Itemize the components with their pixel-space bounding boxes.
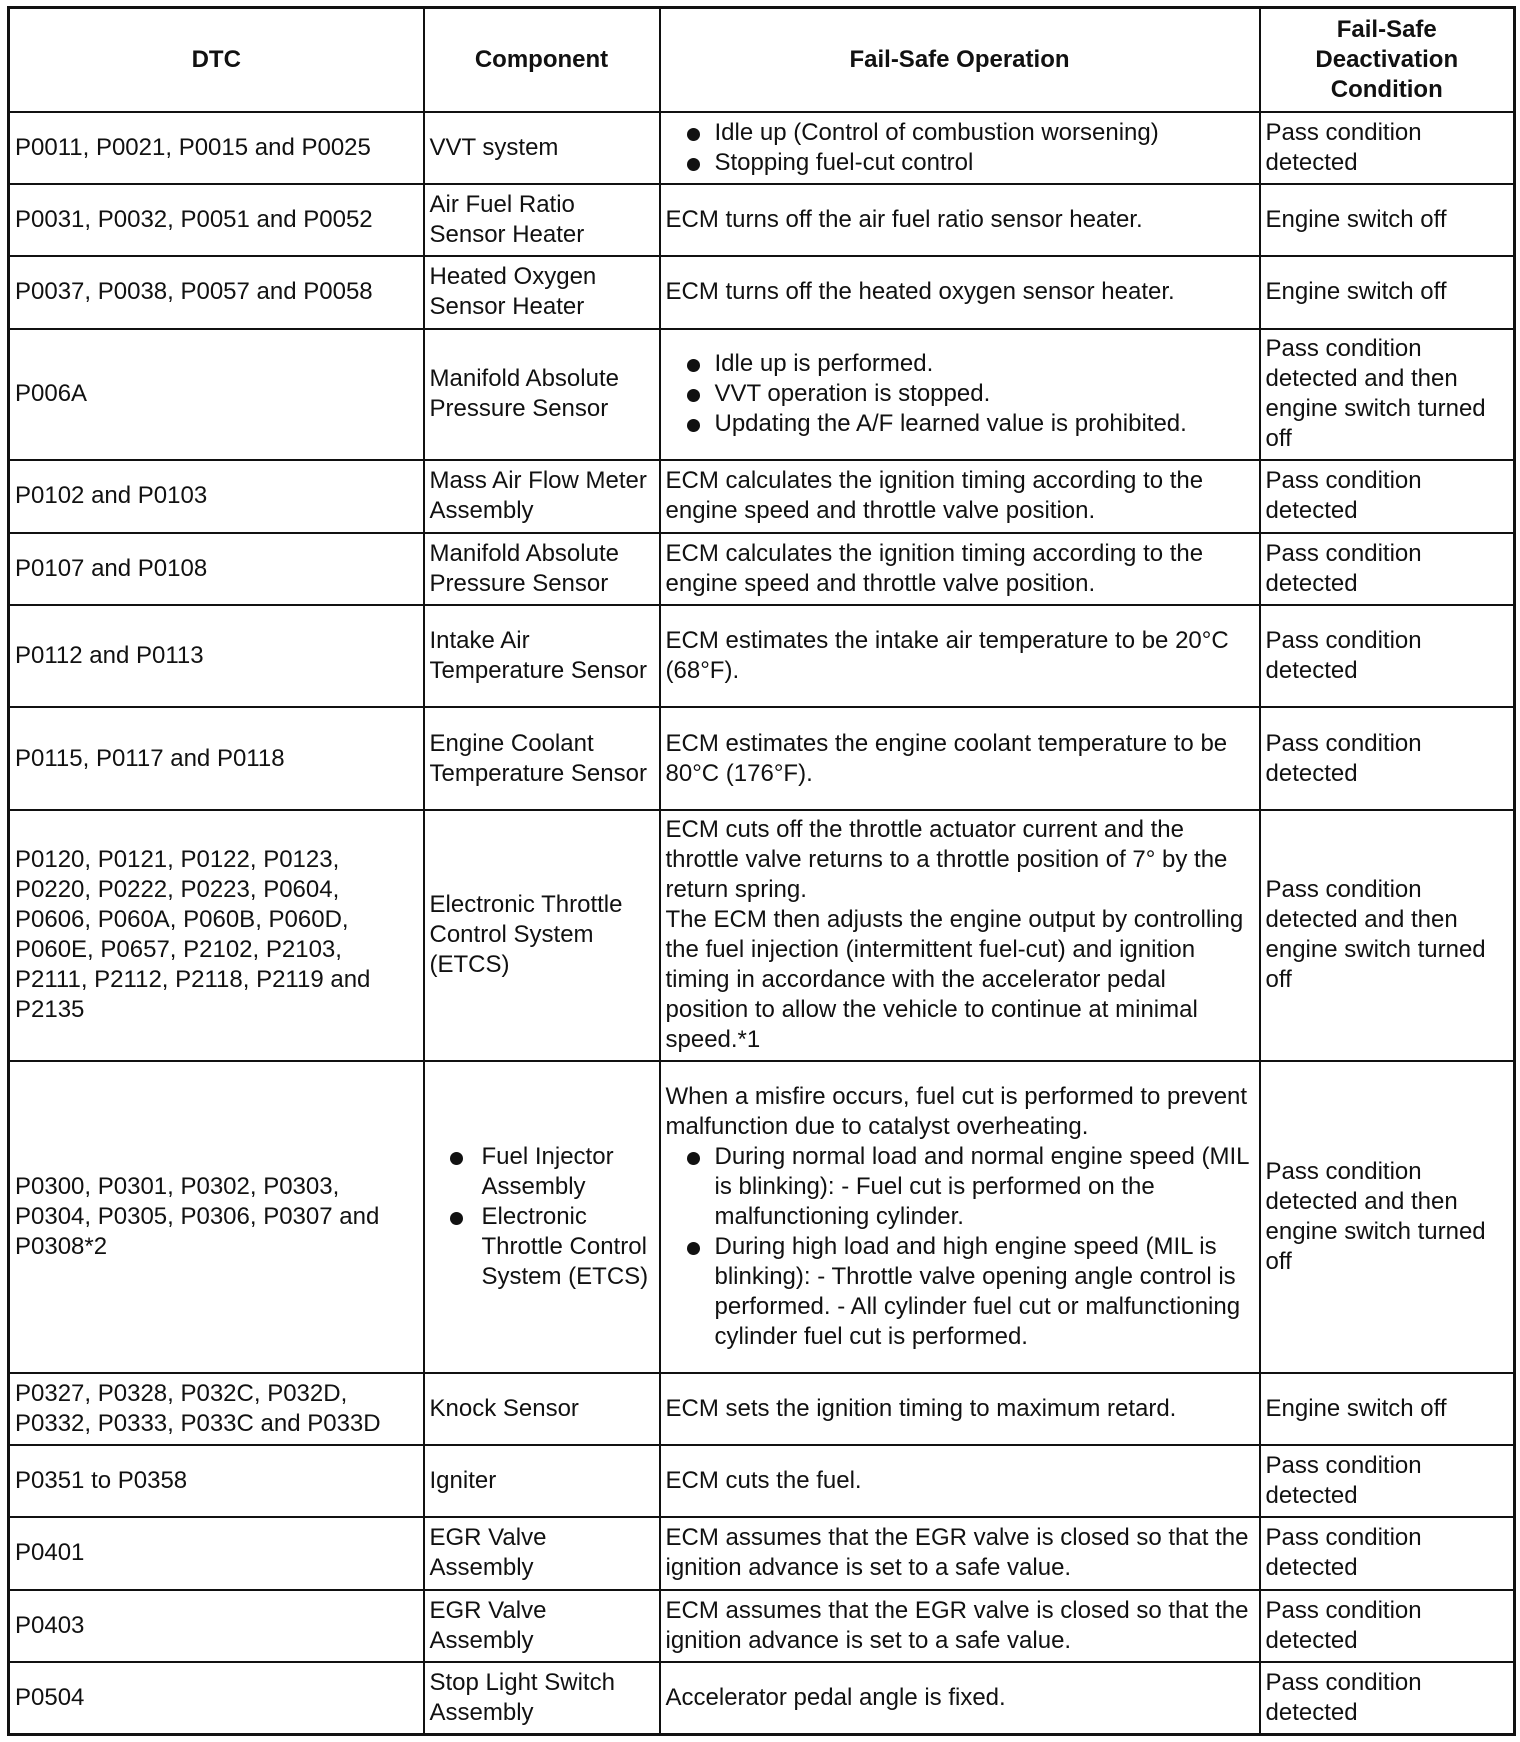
- table-row: [9, 810, 1515, 1061]
- operation-cell: ECM turns off the air fuel ratio sensor heater.: [660, 184, 1260, 256]
- component-cell: Mass Air Flow Meter Assembly: [424, 460, 660, 532]
- table-row: [9, 707, 1515, 810]
- deactivation-cell: Engine switch off: [1260, 184, 1515, 256]
- list-item: VVT operation is stopped.: [666, 379, 1254, 409]
- dtc-cell: P0504: [9, 1662, 424, 1735]
- component-cell: [424, 1061, 660, 1373]
- deactivation-cell: Pass condition detected: [1260, 533, 1515, 605]
- component-cell: Heated Oxygen Sensor Heater: [424, 256, 660, 328]
- list-item: Idle up (Control of combustion worsening): [666, 118, 1254, 148]
- dtc-cell: P0327, P0328, P032C, P032D, P0332, P0333, P033C and P033D: [9, 1373, 424, 1445]
- table-row: [9, 1590, 1515, 1662]
- list-item: Electronic Throttle Control System (ETCS): [430, 1202, 654, 1292]
- table-row: [9, 1662, 1515, 1735]
- deactivation-cell: Pass condition detected: [1260, 605, 1515, 708]
- deactivation-cell: Pass condition detected: [1260, 1445, 1515, 1517]
- table-row: [9, 1373, 1515, 1445]
- operation-cell: ECM calculates the ignition timing according to the engine speed and throttle valve position.: [660, 460, 1260, 532]
- header-deactivation: Fail-Safe Deactivation Condition: [1260, 8, 1515, 112]
- component-list: [430, 1142, 654, 1292]
- deactivation-cell: Pass condition detected: [1260, 1590, 1515, 1662]
- operation-cell: ECM cuts the fuel.: [660, 1445, 1260, 1517]
- table-row: [9, 329, 1515, 461]
- dtc-cell: P0115, P0117 and P0118: [9, 707, 424, 810]
- header-dtc: DTC: [9, 8, 424, 112]
- deactivation-cell: Pass condition detected and then engine switch turned off: [1260, 1061, 1515, 1373]
- deactivation-cell: Pass condition detected: [1260, 112, 1515, 184]
- operation-cell: ECM sets the ignition timing to maximum retard.: [660, 1373, 1260, 1445]
- deactivation-cell: Engine switch off: [1260, 1373, 1515, 1445]
- component-cell: Air Fuel Ratio Sensor Heater: [424, 184, 660, 256]
- operation-paragraph: The ECM then adjusts the engine output by controlling the fuel injection (intermittent fuel-cut) and ignition timing in accordance with the accelerator pedal position to allow the vehicle to continue at minimal speed.*1: [665, 906, 1244, 1054]
- deactivation-cell: Pass condition detected and then engine switch turned off: [1260, 810, 1515, 1061]
- deactivation-cell: Pass condition detected: [1260, 707, 1515, 810]
- component-cell: Electronic Throttle Control System (ETCS): [424, 810, 660, 1061]
- deactivation-cell: Pass condition detected and then engine switch turned off: [1260, 329, 1515, 461]
- list-item: Idle up is performed.: [666, 349, 1254, 379]
- deactivation-cell: Pass condition detected: [1260, 460, 1515, 532]
- component-cell: EGR Valve Assembly: [424, 1517, 660, 1589]
- component-cell: Manifold Absolute Pressure Sensor: [424, 329, 660, 461]
- table-row: [9, 1517, 1515, 1589]
- dtc-cell: P0120, P0121, P0122, P0123, P0220, P0222, P0223, P0604, P0606, P060A, P060B, P060D, P060E, P0657, P2102, P2103, P2111, P2112, P2118, P2119 and P2135: [9, 810, 424, 1061]
- table-row: [9, 460, 1515, 532]
- operation-cell: ECM estimates the intake air temperature to be 20°C (68°F).: [660, 605, 1260, 708]
- dtc-cell: P0300, P0301, P0302, P0303, P0304, P0305, P0306, P0307 and P0308*2: [9, 1061, 424, 1373]
- table-row: [9, 1061, 1515, 1373]
- component-cell: Igniter: [424, 1445, 660, 1517]
- list-item: Updating the A/F learned value is prohibited.: [666, 409, 1254, 439]
- fail-safe-document: [7, 6, 1513, 1736]
- component-cell: Engine Coolant Temperature Sensor: [424, 707, 660, 810]
- operation-cell: ECM calculates the ignition timing according to the engine speed and throttle valve position.: [660, 533, 1260, 605]
- header-operation: Fail-Safe Operation: [660, 8, 1260, 112]
- table-row: [9, 112, 1515, 184]
- component-cell: Manifold Absolute Pressure Sensor: [424, 533, 660, 605]
- operation-cell: [660, 112, 1260, 184]
- operation-cell: ECM estimates the engine coolant temperature to be 80°C (176°F).: [660, 707, 1260, 810]
- table-row: [9, 256, 1515, 328]
- dtc-cell: P006A: [9, 329, 424, 461]
- component-cell: Knock Sensor: [424, 1373, 660, 1445]
- table-row: [9, 184, 1515, 256]
- component-cell: EGR Valve Assembly: [424, 1590, 660, 1662]
- dtc-cell: P0107 and P0108: [9, 533, 424, 605]
- component-cell: Stop Light Switch Assembly: [424, 1662, 660, 1735]
- header-component: Component: [424, 8, 660, 112]
- dtc-cell: P0351 to P0358: [9, 1445, 424, 1517]
- operation-list: [666, 118, 1254, 178]
- dtc-cell: P0102 and P0103: [9, 460, 424, 532]
- list-item: Stopping fuel-cut control: [666, 148, 1254, 178]
- dtc-cell: P0112 and P0113: [9, 605, 424, 708]
- dtc-cell: P0403: [9, 1590, 424, 1662]
- table-row: [9, 1445, 1515, 1517]
- list-item: During high load and high engine speed (MIL is blinking): - Throttle valve opening angle control is performed. - All cylinder fuel cut or malfunctioning cylinder fuel cut is performed.: [666, 1232, 1254, 1352]
- component-cell: VVT system: [424, 112, 660, 184]
- table-row: [9, 605, 1515, 708]
- operation-paragraph: When a misfire occurs, fuel cut is performed to prevent malfunction due to catalyst overheating.: [665, 1082, 1248, 1140]
- dtc-cell: P0031, P0032, P0051 and P0052: [9, 184, 424, 256]
- operation-cell: ECM turns off the heated oxygen sensor heater.: [660, 256, 1260, 328]
- component-cell: Intake Air Temperature Sensor: [424, 605, 660, 708]
- operation-list: [666, 1142, 1254, 1352]
- operation-cell: ECM assumes that the EGR valve is closed so that the ignition advance is set to a safe value.: [660, 1590, 1260, 1662]
- dtc-cell: P0011, P0021, P0015 and P0025: [9, 112, 424, 184]
- table-header-row: [9, 8, 1515, 112]
- operation-cell: Accelerator pedal angle is fixed.: [660, 1662, 1260, 1735]
- operation-cell: [660, 810, 1260, 1061]
- operation-cell: [660, 1061, 1260, 1373]
- list-item: Fuel Injector Assembly: [430, 1142, 654, 1202]
- operation-list: [666, 349, 1254, 439]
- operation-cell: [660, 329, 1260, 461]
- deactivation-cell: Pass condition detected: [1260, 1662, 1515, 1735]
- deactivation-cell: Engine switch off: [1260, 256, 1515, 328]
- list-item: During normal load and normal engine speed (MIL is blinking): - Fuel cut is performed on the malfunctioning cylinder.: [666, 1142, 1254, 1232]
- fail-safe-table: [7, 6, 1516, 1736]
- operation-cell: ECM assumes that the EGR valve is closed so that the ignition advance is set to a safe value.: [660, 1517, 1260, 1589]
- dtc-cell: P0037, P0038, P0057 and P0058: [9, 256, 424, 328]
- dtc-cell: P0401: [9, 1517, 424, 1589]
- table-row: [9, 533, 1515, 605]
- deactivation-cell: Pass condition detected: [1260, 1517, 1515, 1589]
- operation-paragraph: ECM cuts off the throttle actuator current and the throttle valve returns to a throttle position of 7° by the return spring.: [665, 816, 1228, 904]
